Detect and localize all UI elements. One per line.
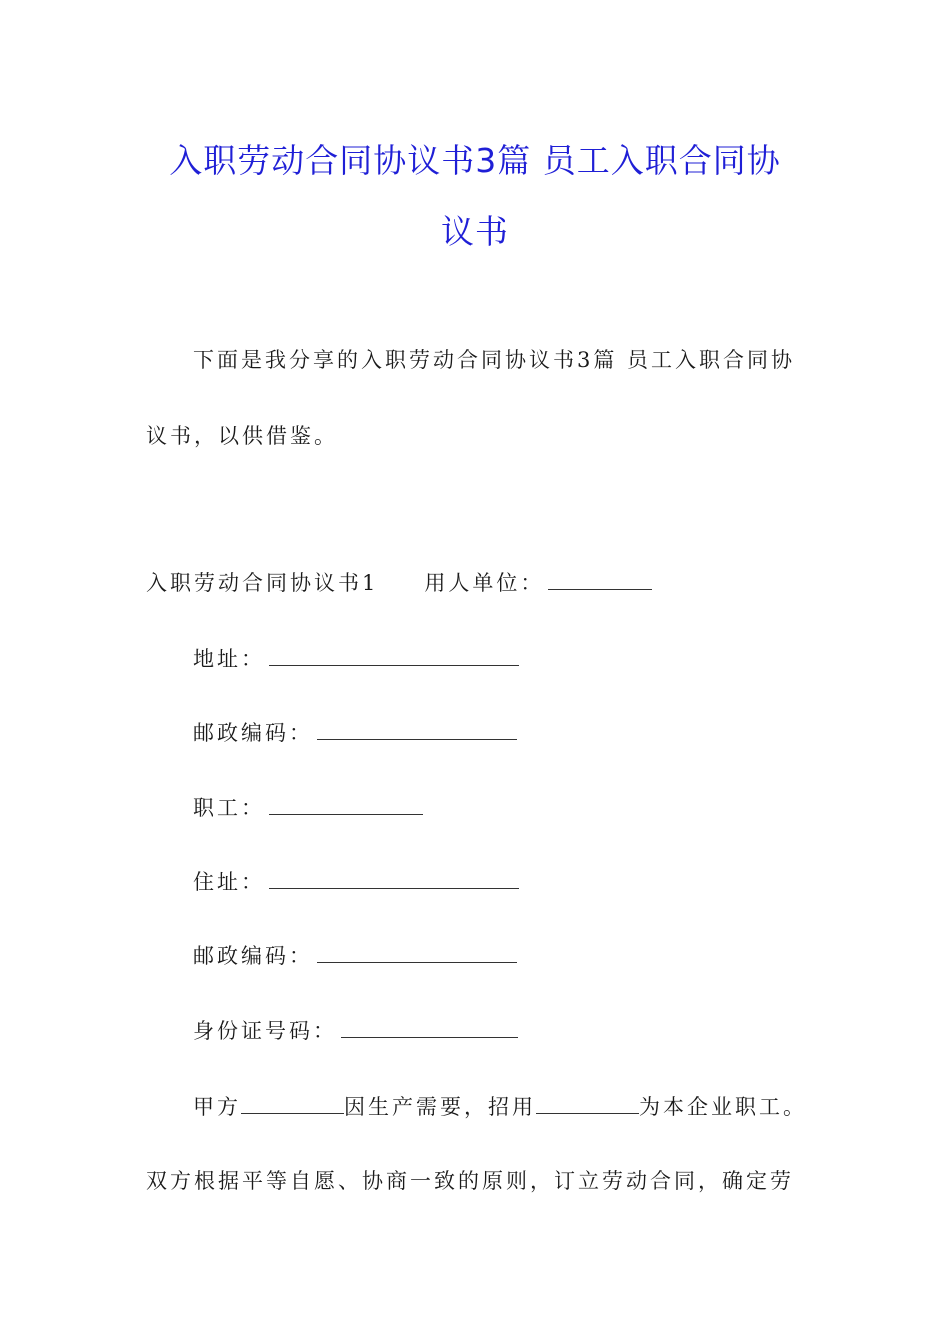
id-number-label: 身份证号码： <box>193 1019 337 1043</box>
address-row <box>193 645 519 673</box>
address-blank <box>269 645 519 666</box>
document-title-line-2: 议书 <box>441 212 509 251</box>
postcode-row-2 <box>193 942 517 970</box>
residence-row <box>193 868 519 896</box>
employee-row <box>193 794 423 822</box>
party-a-label: 甲方 <box>193 1095 241 1119</box>
production-need-text: 因生产需要，招用 <box>344 1095 536 1119</box>
agreement-paragraph-line-1 <box>193 1093 807 1121</box>
postcode-label-1: 邮政编码： <box>193 721 313 745</box>
intro-paragraph-line-1: 下面是我分享的入职劳动合同协议书3篇 员工入职合同协 <box>193 348 796 372</box>
employee-blank <box>269 794 423 815</box>
residence-blank <box>269 868 519 889</box>
residence-label: 住址： <box>193 870 265 894</box>
employer-label: 用人单位： <box>424 571 545 595</box>
id-number-blank <box>341 1017 518 1038</box>
id-number-row <box>193 1017 518 1045</box>
postcode-blank-2 <box>317 942 517 963</box>
postcode-row-1 <box>193 719 517 747</box>
as-staff-text: 为本企业职工。 <box>639 1095 807 1119</box>
employee-label: 职工： <box>193 796 265 820</box>
agreement-paragraph-line-2: 双方根据平等自愿、协商一致的原则，订立劳动合同，确定劳 <box>146 1169 794 1193</box>
recruit-blank <box>536 1093 639 1114</box>
section-1-heading-row <box>146 569 652 597</box>
intro-paragraph-line-2: 议书，以供借鉴。 <box>146 424 338 448</box>
address-label: 地址： <box>193 647 265 671</box>
employer-blank <box>548 569 652 590</box>
section-1-heading: 入职劳动合同协议书1 <box>146 571 379 595</box>
postcode-blank-1 <box>317 719 517 740</box>
party-a-blank <box>241 1093 344 1114</box>
postcode-label-2: 邮政编码： <box>193 944 313 968</box>
document-title-line-1: 入职劳动合同协议书3篇 员工入职合同协 <box>169 141 781 180</box>
